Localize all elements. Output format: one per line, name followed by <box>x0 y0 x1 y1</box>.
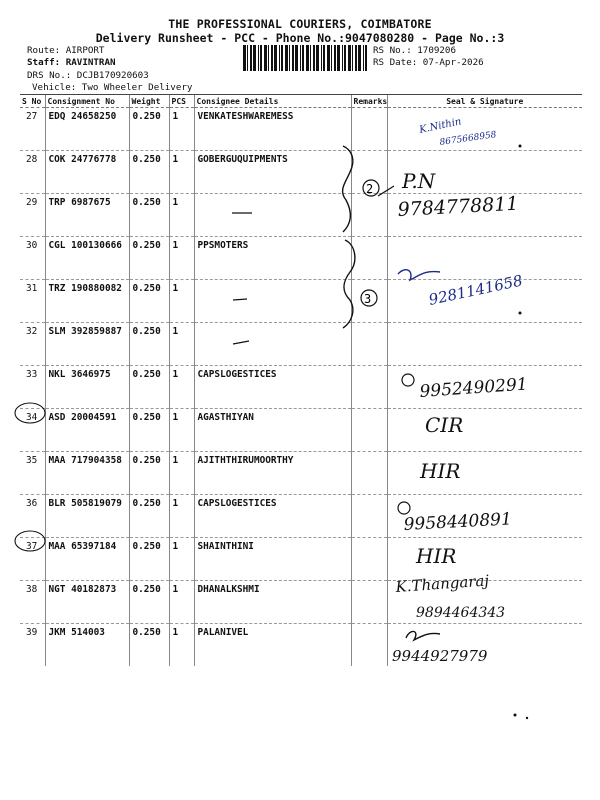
signature-34: CIR <box>425 413 464 437</box>
signature-37: HIR <box>416 544 457 568</box>
mark-three: 3 <box>364 292 372 306</box>
cell-sno: 36 <box>20 495 45 538</box>
runsheet-subtitle: Delivery Runsheet - PCC - Phone No.:9047080280 - Page No.:3 <box>95 31 505 45</box>
cell-weight: 0.250 <box>129 624 169 667</box>
cell-pcs: 1 <box>169 581 194 624</box>
table-row <box>20 624 582 667</box>
cell-consignment: NGT 40182873 <box>45 581 129 624</box>
cell-pcs: 1 <box>169 280 194 323</box>
table-row <box>20 366 582 409</box>
cell-signature <box>387 194 582 237</box>
staff-label: Staff: RAVINTRAN <box>27 57 116 68</box>
table-row <box>20 495 582 538</box>
cell-weight: 0.250 <box>129 581 169 624</box>
cell-consignee <box>194 194 351 237</box>
signature-27-name: K.Nithin <box>418 116 463 136</box>
cell-sno: 39 <box>26 627 38 638</box>
cell-consignment: MAA 65397184 <box>45 538 129 581</box>
cell-sno: 34 <box>20 409 45 452</box>
cell-sno: 29 <box>20 194 45 237</box>
cell-consignee <box>194 280 351 323</box>
company-title: THE PROFESSIONAL COURIERS, COIMBATORE <box>168 17 432 31</box>
cell-weight: 0.250 <box>129 366 169 409</box>
cell-pcs: 1 <box>169 452 194 495</box>
cell-consignee <box>194 323 351 366</box>
cell-weight: 0.250 <box>129 108 169 151</box>
cell-signature <box>387 237 582 280</box>
table-row <box>20 452 582 495</box>
cell-consignment: TRZ 190880082 <box>45 280 129 323</box>
cell-consignment: TRP 6987675 <box>45 194 129 237</box>
cell-signature <box>387 495 582 538</box>
cell-consignment: COK 24776778 <box>45 151 129 194</box>
delivery-table <box>20 94 582 666</box>
cell-consignee: SHAINTHINI <box>194 538 351 581</box>
signature-31-phone: 9281141658 <box>427 271 525 309</box>
cell-remarks <box>351 280 387 323</box>
cell-consignment: MAA 717904358 <box>45 452 129 495</box>
cell-consignment: EDQ 24658250 <box>45 108 129 151</box>
cell-pcs: 1 <box>169 194 194 237</box>
cell-pcs: 1 <box>169 538 194 581</box>
signature-27-phone: 8675668958 <box>439 130 498 148</box>
table-row <box>20 237 582 280</box>
cell-signature <box>387 108 582 151</box>
cell-remarks <box>351 237 387 280</box>
cell-sno: 28 <box>20 151 45 194</box>
cell-remarks <box>351 452 387 495</box>
col-pcs: PCS <box>169 95 194 108</box>
signature-35: HIR <box>420 459 461 483</box>
cell-pcs: 1 <box>169 409 194 452</box>
cell-remarks <box>351 366 387 409</box>
cell-pcs: 1 <box>169 151 194 194</box>
cell-pcs: 1 <box>169 237 194 280</box>
cell-sno: 33 <box>20 366 45 409</box>
cell-sno: 38 <box>20 581 45 624</box>
vehicle-label: Vehicle: Two Wheeler Delivery <box>32 82 193 93</box>
cell-remarks <box>351 194 387 237</box>
table-row <box>20 323 582 366</box>
cell-weight: 0.250 <box>129 280 169 323</box>
cell-weight: 0.250 <box>129 452 169 495</box>
cell-remarks <box>351 108 387 151</box>
signature-29-name: P.N <box>402 169 436 193</box>
cell-consignment: NKL 3646975 <box>45 366 129 409</box>
cell-signature <box>387 409 582 452</box>
cell-signature <box>387 366 582 409</box>
cell-sno: 32 <box>20 323 45 366</box>
cell-sno: 27 <box>20 108 45 151</box>
cell-weight: 0.250 <box>129 409 169 452</box>
table-row <box>20 538 582 581</box>
cell-consignment: BLR 505819079 <box>45 495 129 538</box>
table-row <box>20 194 582 237</box>
cell-remarks <box>351 323 387 366</box>
cell-weight: 0.250 <box>129 194 169 237</box>
cell-weight: 0.250 <box>129 538 169 581</box>
cell-remarks <box>351 409 387 452</box>
table-row <box>20 151 582 194</box>
cell-consignee: PPSMOTERS <box>194 237 351 280</box>
table-header-row <box>20 95 582 108</box>
cell-signature <box>387 624 582 667</box>
cell-remarks <box>351 495 387 538</box>
route-label: Route: AIRPORT <box>27 45 105 56</box>
col-signature: Seal & Signature <box>387 95 582 108</box>
cell-consignee: DHANALKSHMI <box>194 581 351 624</box>
cell-signature <box>387 151 582 194</box>
cell-consignment: SLM 392859887 <box>45 323 129 366</box>
cell-pcs: 1 <box>169 495 194 538</box>
cell-signature <box>387 452 582 495</box>
cell-weight: 0.250 <box>129 151 169 194</box>
cell-weight: 0.250 <box>129 237 169 280</box>
cell-signature <box>387 280 582 323</box>
cell-consignment: CGL 100130666 <box>45 237 129 280</box>
cell-signature <box>387 581 582 624</box>
cell-sno: 35 <box>20 452 45 495</box>
rs-date: RS Date: 07-Apr-2026 <box>373 57 484 68</box>
cell-pcs: 1 <box>169 323 194 366</box>
table-row <box>20 409 582 452</box>
cell-remarks <box>351 151 387 194</box>
cell-remarks <box>351 624 387 667</box>
table-row <box>20 581 582 624</box>
cell-pcs: 1 <box>169 366 194 409</box>
drs-label: DRS No.: DCJB170920603 <box>27 70 149 81</box>
cell-remarks <box>351 581 387 624</box>
cell-consignee: CAPSLOGESTICES <box>194 495 351 538</box>
cell-sno: 31 <box>20 280 45 323</box>
cell-weight: 0.250 <box>129 323 169 366</box>
cell-consignee: AJITHTHIRUMOORTHY <box>194 452 351 495</box>
cell-pcs: 1 <box>169 624 194 667</box>
cell-pcs: 1 <box>169 108 194 151</box>
col-weight: Weight <box>129 95 169 108</box>
rs-number: RS No.: 1709206 <box>373 45 456 56</box>
signature-38-name: K.Thangaraj <box>395 571 490 596</box>
cell-consignment: JKM 514003 <box>45 624 129 667</box>
cell-remarks <box>351 538 387 581</box>
cell-consignee: PALANIVEL <box>194 624 351 667</box>
cell-consignment: ASD 20004591 <box>45 409 129 452</box>
signature-36-phone: 9958440891 <box>403 509 513 535</box>
cell-signature <box>387 323 582 366</box>
signature-33-phone: 9952490291 <box>418 374 529 402</box>
cell-consignee: AGASTHIYAN <box>194 409 351 452</box>
signature-29-phone: 9784778811 <box>397 192 519 221</box>
col-consignee: Consignee Details <box>194 95 351 108</box>
signature-38-phone: 9894464343 <box>416 605 506 621</box>
cell-signature <box>387 538 582 581</box>
cell-consignee: GOBERGUQUIPMENTS <box>194 151 351 194</box>
cell-weight: 0.250 <box>129 495 169 538</box>
col-consignment: Consignment No <box>45 95 129 108</box>
col-remarks: Remarks <box>351 95 387 108</box>
col-sno: S No <box>20 95 45 108</box>
signature-39-phone: 9944927979 <box>392 647 488 665</box>
barcode-image <box>243 45 367 71</box>
table-row <box>20 280 582 323</box>
mark-two: 2 <box>366 182 374 196</box>
cell-sno: 37 <box>20 538 45 581</box>
cell-consignee: CAPSLOGESTICES <box>194 366 351 409</box>
cell-consignee: VENKATESHWAREMESS <box>194 108 351 151</box>
table-row <box>20 108 582 151</box>
cell-sno: 30 <box>20 237 45 280</box>
